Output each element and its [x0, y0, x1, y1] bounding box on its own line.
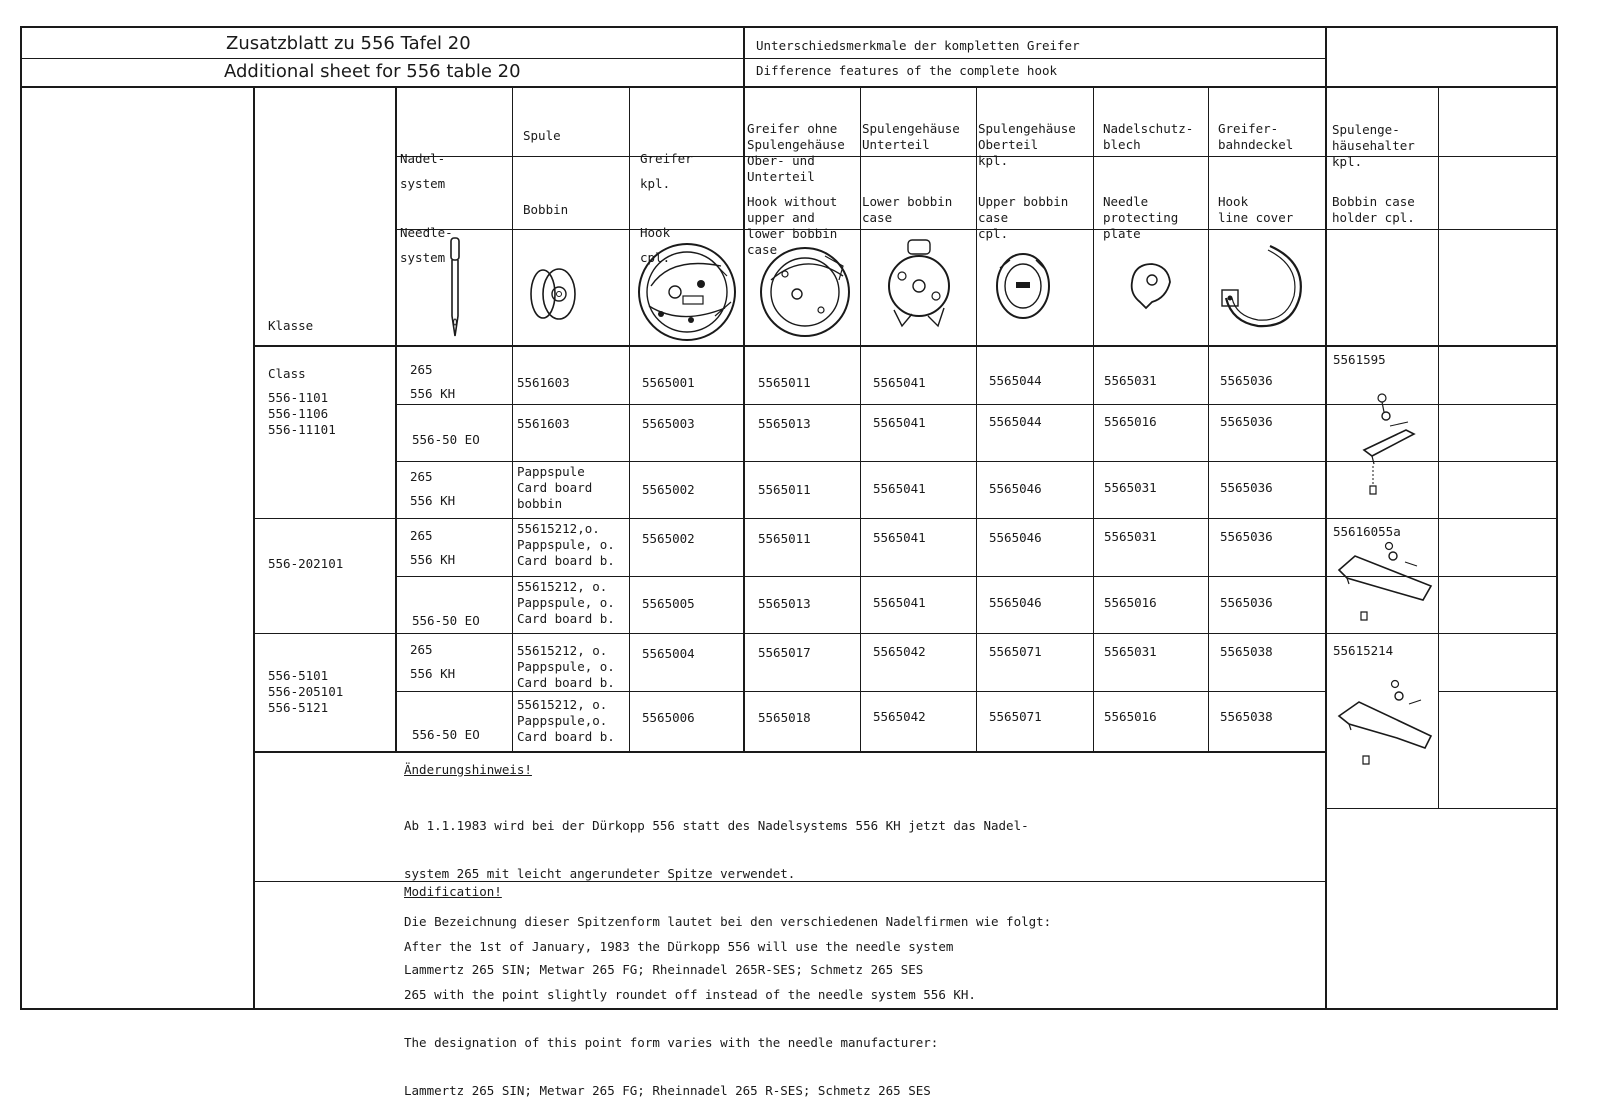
rule — [395, 691, 1325, 692]
table-row-6-upper-case: 5565071 — [989, 644, 1042, 659]
table-row-2-hook-without: 5565013 — [758, 416, 811, 431]
table-row-7-hook: 5565006 — [642, 710, 695, 725]
rule — [253, 633, 1558, 634]
title-de: Zusatzblatt zu 556 Tafel 20 — [226, 33, 471, 54]
rule — [1093, 88, 1094, 752]
rule — [1438, 691, 1558, 692]
table-row-2-plate: 5565016 — [1104, 414, 1157, 429]
rule — [20, 58, 1325, 59]
table-row-1-bobbin: 5561603 — [517, 375, 570, 390]
table-row-6-needle: 265 556 KH — [410, 642, 456, 681]
table-row-6-hook: 5565004 — [642, 646, 695, 661]
col-bobbin-en: Bobbin — [523, 202, 569, 217]
needle-protecting-plate-icon — [1126, 258, 1176, 312]
table-row-3-needle: 265 556 KH — [410, 469, 456, 508]
table-row-1-cover: 5565036 — [1220, 373, 1273, 388]
table-row-2-bobbin: 5561603 — [517, 416, 570, 431]
table-row-1-needle: 265 556 KH — [410, 362, 456, 401]
rule — [512, 88, 513, 752]
holder-1-number: 5561595 — [1333, 352, 1386, 367]
col-hook-without-de: Greifer ohne Spulengehäuse Ober- und Unterteil — [747, 121, 845, 184]
table-row-2-cover: 5565036 — [1220, 414, 1273, 429]
table-row-1-plate: 5565031 — [1104, 373, 1157, 388]
table-row-2-needle: 556-50 EO — [412, 432, 480, 447]
bobbin-case-holder-icon — [1352, 392, 1422, 500]
table-row-4-needle: 265 556 KH — [410, 528, 456, 567]
table-row-7-hook-without: 5565018 — [758, 710, 811, 725]
table-row-5-needle: 556-50 EO — [412, 613, 480, 628]
col-plate-de: Nadelschutz- blech — [1103, 121, 1194, 152]
col-holder-en: Bobbin case holder cpl. — [1332, 194, 1415, 225]
table-row-2-upper-case: 5565044 — [989, 414, 1042, 429]
table-row-1-lower-case: 5565041 — [873, 375, 926, 390]
table-row-5-upper-case: 5565046 — [989, 595, 1042, 610]
class-label-de: Klasse — [268, 318, 314, 333]
table-row-3-hook: 5565002 — [642, 482, 695, 497]
bobbin-case-holder-icon — [1335, 536, 1435, 628]
rule — [629, 88, 630, 752]
table-row-7-upper-case: 5565071 — [989, 709, 1042, 724]
table-row-7-needle: 556-50 EO — [412, 727, 480, 742]
rule — [1325, 808, 1558, 809]
table-row-7-cover: 5565038 — [1220, 709, 1273, 724]
table-row-3-plate: 5565031 — [1104, 480, 1157, 495]
table-row-6-lower-case: 5565042 — [873, 644, 926, 659]
table-row-1-hook-without: 5565011 — [758, 375, 811, 390]
bobbin-case-holder-icon — [1335, 676, 1435, 770]
col-needle-de: Nadel- system — [400, 151, 446, 191]
table-row-6-plate: 5565031 — [1104, 644, 1157, 659]
table-row-1-upper-case: 5565044 — [989, 373, 1042, 388]
rule — [395, 88, 397, 752]
col-lower-case-en: Lower bobbin case — [862, 194, 953, 225]
table-row-5-lower-case: 5565041 — [873, 595, 926, 610]
table-row-7-lower-case: 5565042 — [873, 709, 926, 724]
note-en-body: After the 1st of January, 1983 the Dürkopp 556 will use the needle system 265 with the point slightly roundet off instead of the needle system 556 KH. The designation of this point form varies with the needle manufacturer: Lammertz 265 SIN; Metwar 265 FG; Rheinnadel 265 R-SES; Schmetz 265 SES — [404, 939, 976, 1098]
col-upper-case-de: Spulengehäuse Oberteil kpl. — [978, 121, 1076, 168]
rule — [253, 345, 1558, 347]
rule — [20, 86, 1558, 88]
table-row-4-hook: 5565002 — [642, 531, 695, 546]
rule — [253, 751, 1325, 753]
col-cover-de: Greifer- bahndeckel — [1218, 121, 1294, 152]
table-row-3-upper-case: 5565046 — [989, 481, 1042, 496]
table-row-6-bobbin: 55615212, o. Pappspule, o. Card board b. — [517, 643, 615, 690]
col-lower-case-de: Spulengehäuse Unterteil — [862, 121, 960, 152]
rule — [253, 88, 255, 1008]
table-row-6-hook-without: 5565017 — [758, 645, 811, 660]
hook-assembly-icon — [631, 236, 743, 344]
upper-bobbin-case-icon — [992, 246, 1054, 324]
table-row-4-plate: 5565031 — [1104, 529, 1157, 544]
table-row-6-cover: 5565038 — [1220, 644, 1273, 659]
table-row-5-hook: 5565005 — [642, 596, 695, 611]
rule — [976, 88, 977, 752]
col-hook-en: Hook cpl. — [640, 225, 671, 265]
rule — [253, 518, 1558, 519]
frame-left — [20, 26, 22, 1010]
table-row-5-cover: 5565036 — [1220, 595, 1273, 610]
table-row-3-bobbin: Pappspule Card board bobbin — [517, 464, 593, 511]
title-en: Additional sheet for 556 table 20 — [224, 61, 521, 82]
hook-without-case-icon — [755, 240, 855, 340]
col-needle-en: Needle- system — [400, 225, 453, 265]
features-de: Unterschiedsmerkmale der kompletten Greifer — [756, 38, 1080, 53]
table-row-3-lower-case: 5565041 — [873, 481, 926, 496]
holder-2-number: 55616055a — [1333, 524, 1401, 539]
col-bobbin-de: Spule — [523, 128, 561, 143]
rule — [743, 26, 745, 752]
note-de-body: Ab 1.1.1983 wird bei der Dürkopp 556 statt des Nadelsystems 556 KH jetzt das Nadel- system 265 mit leicht angerundeter Spitze verwendet. Die Bezeichnung dieser Spitzenform lautet bei den verschiedenen Nadelfirmen wie folgt: Lammertz 265 SIN; Metwar 265 FG; Rheinnadel 265R-SES; Schmetz 265 SES — [404, 818, 1052, 977]
frame-top — [20, 26, 1558, 28]
table-row-4-lower-case: 5565041 — [873, 530, 926, 545]
features-en: Difference features of the complete hook — [756, 63, 1058, 78]
col-cover-en: Hook line cover — [1218, 194, 1294, 225]
col-holder-de: Spulenge- häusehalter kpl. — [1332, 122, 1415, 169]
rule — [1208, 88, 1209, 752]
table-row-2-lower-case: 5565041 — [873, 415, 926, 430]
bobbin-icon — [523, 262, 579, 322]
lower-bobbin-case-icon — [882, 236, 956, 332]
class-group-2: 556-202101 — [268, 556, 344, 571]
class-label-en: Class — [268, 366, 306, 381]
col-plate-en: Needle protecting plate — [1103, 194, 1179, 241]
col-hook-de: Greifer kpl. — [640, 151, 693, 191]
table-row-5-hook-without: 5565013 — [758, 596, 811, 611]
table-row-2-hook: 5565003 — [642, 416, 695, 431]
table-row-7-plate: 5565016 — [1104, 709, 1157, 724]
holder-3-number: 55615214 — [1333, 643, 1394, 658]
table-row-3-cover: 5565036 — [1220, 480, 1273, 495]
rule — [860, 88, 861, 752]
note-de-title: Änderungshinweis! — [404, 762, 532, 777]
note-en-title: Modification! — [404, 884, 502, 899]
table-row-1-hook: 5565001 — [642, 375, 695, 390]
table-row-5-plate: 5565016 — [1104, 595, 1157, 610]
table-row-4-upper-case: 5565046 — [989, 530, 1042, 545]
table-row-4-cover: 5565036 — [1220, 529, 1273, 544]
class-group-1: 556-1101 556-1106 556-11101 — [268, 390, 336, 437]
hook-line-cover-icon — [1218, 240, 1310, 332]
class-group-3: 556-5101 556-205101 556-5121 — [268, 668, 344, 715]
table-row-5-bobbin: 55615212, o. Pappspule, o. Card board b. — [517, 579, 615, 626]
table-row-4-bobbin: 55615212,o. Pappspule, o. Card board b. — [517, 521, 615, 568]
table-row-7-bobbin: 55615212, o. Pappspule,o. Card board b. — [517, 697, 615, 744]
table-row-4-hook-without: 5565011 — [758, 531, 811, 546]
col-hook-without-en: Hook without upper and lower bobbin case — [747, 194, 838, 257]
table-row-3-hook-without: 5565011 — [758, 482, 811, 497]
col-upper-case-en: Upper bobbin case cpl. — [978, 194, 1069, 241]
needle-icon — [440, 236, 470, 340]
rule — [1438, 88, 1439, 808]
